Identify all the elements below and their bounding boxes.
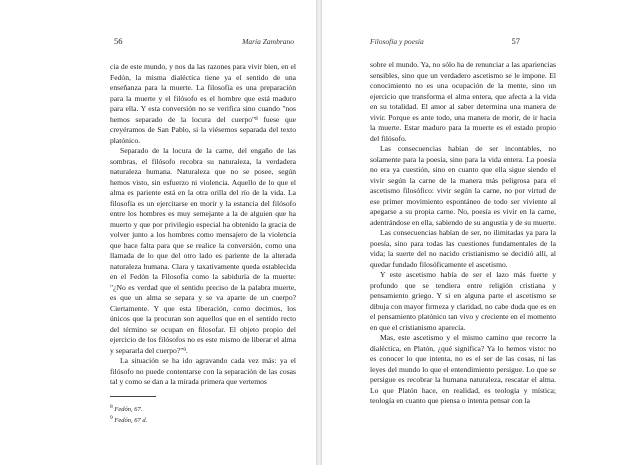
footnote — [110, 414, 296, 425]
right-page-header — [370, 36, 520, 50]
paragraph: Las consecuencias habían de ser, no ilimitadas ya para la poesía, sino para todas las cuestiones fundamentales de la vida; la suerte del no nacido cristianismo se decidió allí, al quedar fundado filosóficamente el ascetismo. — [370, 228, 556, 269]
page-number: 57 — [511, 36, 520, 46]
paragraph: cia de este mundo, y nos da las razones para vivir bien, en el Fedón, la misma dialéctica tiene ya el sentido de una enseñanza para la muerte. La filosofía es una preparación para la muerte y el filósofo es el hombre que está maduro para ella. Y esta conversión no se verifica sino cuando "nos hemos separado de la locura del cuerpo"⁸ fuese que creyéramos de San Pablo, si la viésemos separada del texto platónico. — [110, 62, 296, 145]
left-page-header — [114, 36, 294, 50]
footnote-text: Fedón, 67. — [114, 406, 143, 414]
footnote-text: Fedón, 67 d. — [114, 417, 148, 425]
paragraph: Mas, este ascetismo y el mismo camino que recorre la dialéctica, en Platón, ¿qué significa? Ya lo hemos visto: no es conocer lo que intenta, no es el ser de las cosas, ni las leyes del mundo lo que el entendimiento persigue. Lo que se persigue es recobrar la humana naturaleza, rescatar el alma. Lo que Platón hace, en realidad, es teología y mística; teología en cuanto que piensa o intenta pensar con la — [370, 333, 556, 405]
paragraph: La situación se ha ido agravando cada vez más: ya el filósofo no puede contentarse con la separación de las cosas tal y como se dan a la mirada primera que vertemos — [110, 356, 296, 386]
right-page-body — [370, 60, 556, 407]
running-head: Filosofía y poesía — [370, 37, 424, 46]
footnote-divider — [110, 396, 156, 397]
right-page — [322, 0, 638, 465]
paragraph: Las consecuencias habían de ser incontables, no solamente para la poesía, sino para la vida entera. La poesía no era ya cuestión, sino en cuanto que ella sigue siendo el vivir según la carne de la manera más peligrosa para el ascetismo filosófico: vivir según la carne, no por virtud de ese primer movimiento espontáneo de todo ser viviente al apegarse a su propia carne. No, poesía es vivir en la carne, adentrándose en ella, sabiendo de su angustia y de su muerte. — [370, 144, 556, 227]
left-page — [0, 0, 316, 465]
footnote-number: 8 — [110, 404, 113, 410]
running-head: María Zambrano — [242, 37, 294, 46]
page-number: 56 — [114, 36, 123, 46]
footnote — [110, 403, 296, 414]
left-page-body — [110, 62, 296, 388]
paragraph: Separado de la locura de la carne, del engaño de las sombras, el filósofo recobra su naturaleza, la verdadera naturaleza humana. Naturaleza que no se posee, según hemos visto, sin esfuerzo ni violencia. Aquello de lo que el alma es pariente está en la otra orilla del río de la vida. La filosofía es un ejercitarse en morir y la estancia del filósofo entre los hombres es muy semejante a la de alguien que ha muerto y que por privilegio especial ha obtenido la gracia de volver junto a los hombres como mensajero de la violencia que hace falta para que se realice la conversión, como una llamada de lo que del otro lado es pariente de la alterada naturaleza humana. Clara y taxativamente queda establecida en el Fedón la Filosofía como la sabiduría de la muerte: "¿No es verdad que el sentido preciso de la palabra muerte, es que un alma se separa y se va aparte de un cuerpo? Ciertamente. Y que esta liberación, como decimos, los únicos que la procuran son aquellos que en el sentido recto del término se ocupan en filosofar. El objeto propio del ejercicio de los filósofos no es este mismo de liberar el alma y separarla del cuerpo?"⁹. — [110, 146, 296, 355]
footnote-number: 9 — [110, 415, 113, 422]
paragraph: sobre el mundo. Ya, no sólo ha de renunciar a las apariencias sensibles, sino que un verdadero ascetismo se le impone. El conocimiento no es una ocupación de la mente, sino un ejercicio que transforma el alma entera, que afecta a la vida en su totalidad. El amor al saber determina una manera de vivir. Porque es ante todo, una manera de morir, de ir hacia la muerte. Estar maduro para la muerte es el estado propio del filósofo. — [370, 60, 556, 143]
paragraph: Y este ascetismo había de ser el lazo más fuerte y profundo que se tendiera entre religión cristiana y pensamiento griego. Y si en alguna parte el ascetismo se dibuja con mayor firmeza y claridad, no cabe duda que es en el pensamiento platónico tan vivo y creciente en el momento en que el cristianismo aparecía. — [370, 270, 556, 332]
footnotes — [110, 396, 296, 425]
